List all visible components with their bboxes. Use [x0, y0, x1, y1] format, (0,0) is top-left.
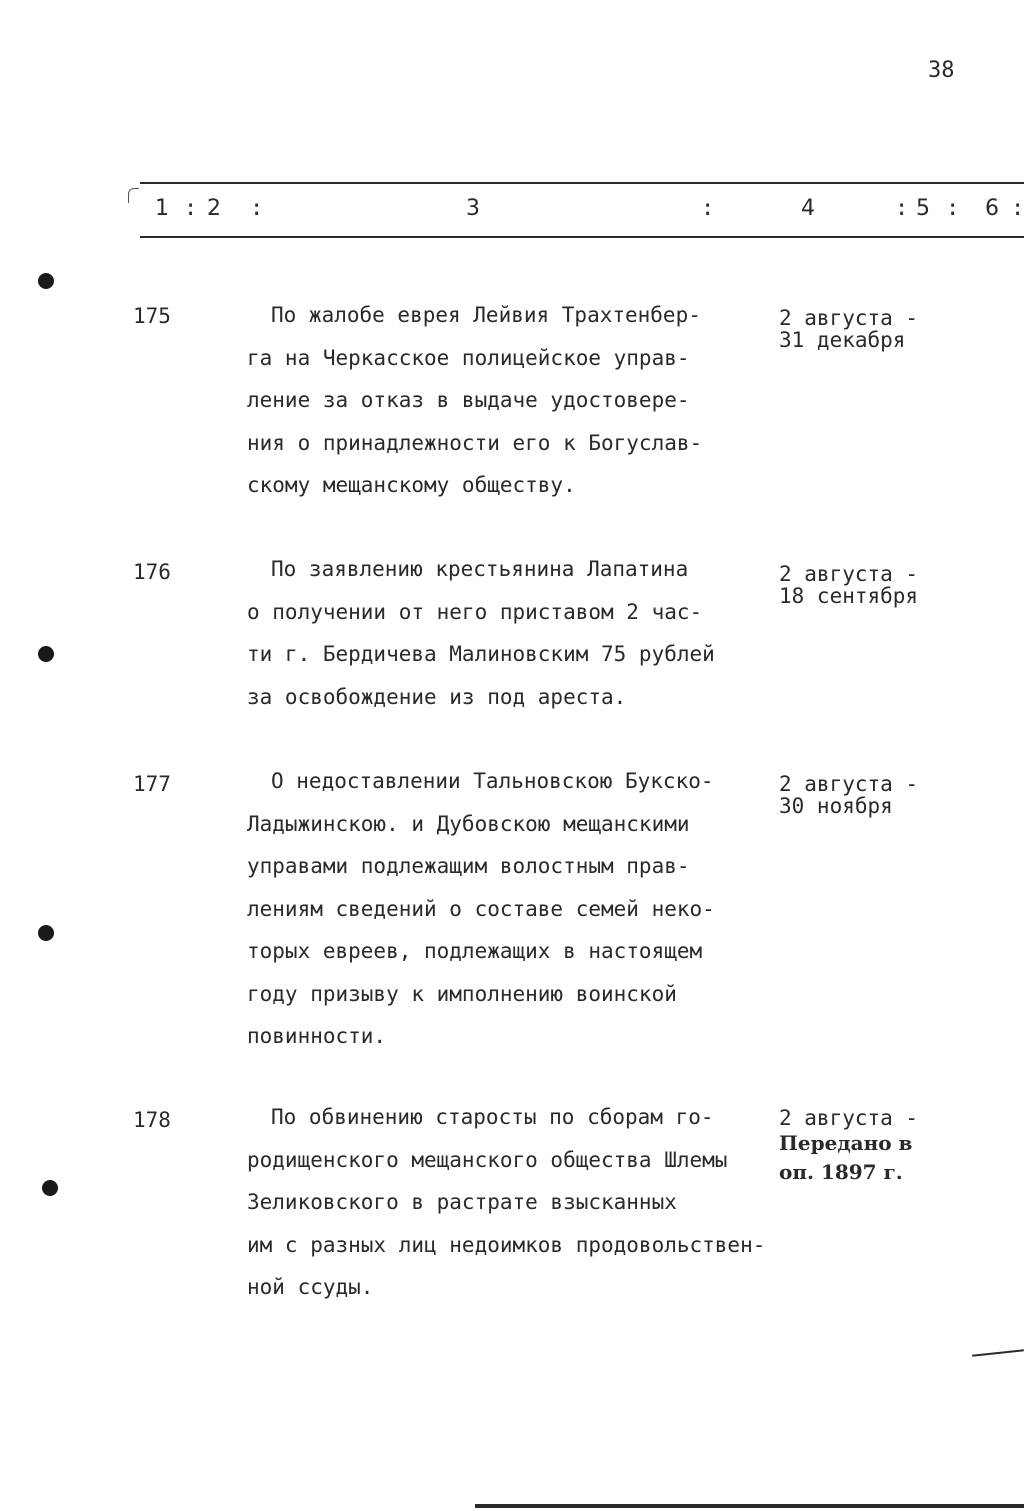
text-line: По жалобе еврея Лейвия Трахтенбер-	[271, 303, 701, 327]
header-separator: :	[946, 196, 960, 221]
entry-description	[247, 294, 787, 507]
text-line: лениям сведений о составе семей неко-	[247, 896, 715, 921]
entry-dates	[779, 307, 918, 351]
binding-hole	[38, 925, 54, 941]
entry-dates	[779, 563, 918, 607]
text-line: торых евреев, подлежащих в настоящем	[247, 939, 703, 963]
text-line: за освобождение из под ареста.	[247, 684, 627, 709]
header-col-1: 1	[155, 196, 169, 221]
text-line: управами подлежащим волостным прав-	[247, 854, 690, 878]
header-separator: :	[250, 196, 264, 221]
header-separator: :	[895, 196, 909, 221]
entry-number: 176	[133, 560, 171, 584]
page-number: 38	[928, 58, 955, 83]
corner-mark	[128, 188, 139, 203]
entry-number: 177	[133, 772, 171, 796]
transfer-note: оп. 1897 г.	[779, 1160, 903, 1184]
header-separator: :	[184, 196, 198, 221]
binding-hole	[42, 1180, 58, 1196]
header-separator: :	[701, 196, 715, 221]
header-col-4: 4	[801, 196, 815, 221]
text-line: повинности.	[247, 1024, 387, 1048]
text-line: По заявлению крестьянина Лапатина	[271, 557, 689, 581]
date-start: 2 августа -	[779, 306, 919, 330]
header-rule-bottom	[140, 236, 1024, 238]
text-line: ти г. Бердичева Малиновским 75 рублей	[247, 642, 715, 666]
entry-dates	[779, 1107, 918, 1187]
date-start: 2 августа -	[779, 1106, 919, 1130]
text-line: о получении от него приставом 2 час-	[247, 599, 703, 624]
date-start: 2 августа -	[779, 772, 919, 796]
text-line: Ладыжинскою. и Дубовскою мещанскими	[247, 811, 690, 836]
text-line: По обвинению старосты по сборам го-	[271, 1105, 714, 1129]
date-end: 30 ноября	[779, 794, 893, 818]
header-col-6: 6	[985, 196, 999, 221]
text-line: ной ссуды.	[247, 1275, 374, 1299]
margin-mark	[972, 1349, 1024, 1356]
entry-number: 178	[133, 1108, 171, 1132]
text-line: родищенского мещанского общества Шлемы	[247, 1147, 728, 1172]
page-bottom-rule	[475, 1504, 1024, 1508]
text-line: им с разных лиц недоимков продовольствен-	[247, 1232, 766, 1257]
text-line: ния о принадлежности его к Богуслав-	[247, 430, 703, 455]
header-rule-top	[140, 182, 1024, 184]
date-start: 2 августа -	[779, 562, 919, 586]
text-line: году призыву к имполнению воинской	[247, 981, 677, 1006]
header-separator: :	[1011, 196, 1024, 221]
entry-description	[247, 760, 787, 1058]
date-end: 31 декабря	[779, 328, 906, 352]
binding-hole	[38, 646, 54, 662]
entry-number: 175	[133, 304, 171, 328]
text-line: ление за отказ в выдаче удостовере-	[247, 388, 690, 412]
date-end: 18 сентября	[779, 584, 919, 608]
header-col-5: 5	[916, 196, 930, 221]
binding-hole	[38, 273, 54, 289]
entry-dates	[779, 773, 918, 817]
text-line: скому мещанскому обществу.	[247, 473, 576, 497]
header-col-3: 3	[466, 196, 480, 221]
entry-description	[247, 1096, 787, 1309]
text-line: Зеликовского в растрате взысканных	[247, 1190, 677, 1214]
entry-description	[247, 548, 787, 718]
transfer-note: Передано в	[779, 1131, 913, 1155]
text-line: га на Черкасское полицейское управ-	[247, 345, 690, 370]
text-line: О недоставлении Тальновскою Букско-	[271, 769, 714, 793]
header-col-2: 2	[207, 196, 221, 221]
